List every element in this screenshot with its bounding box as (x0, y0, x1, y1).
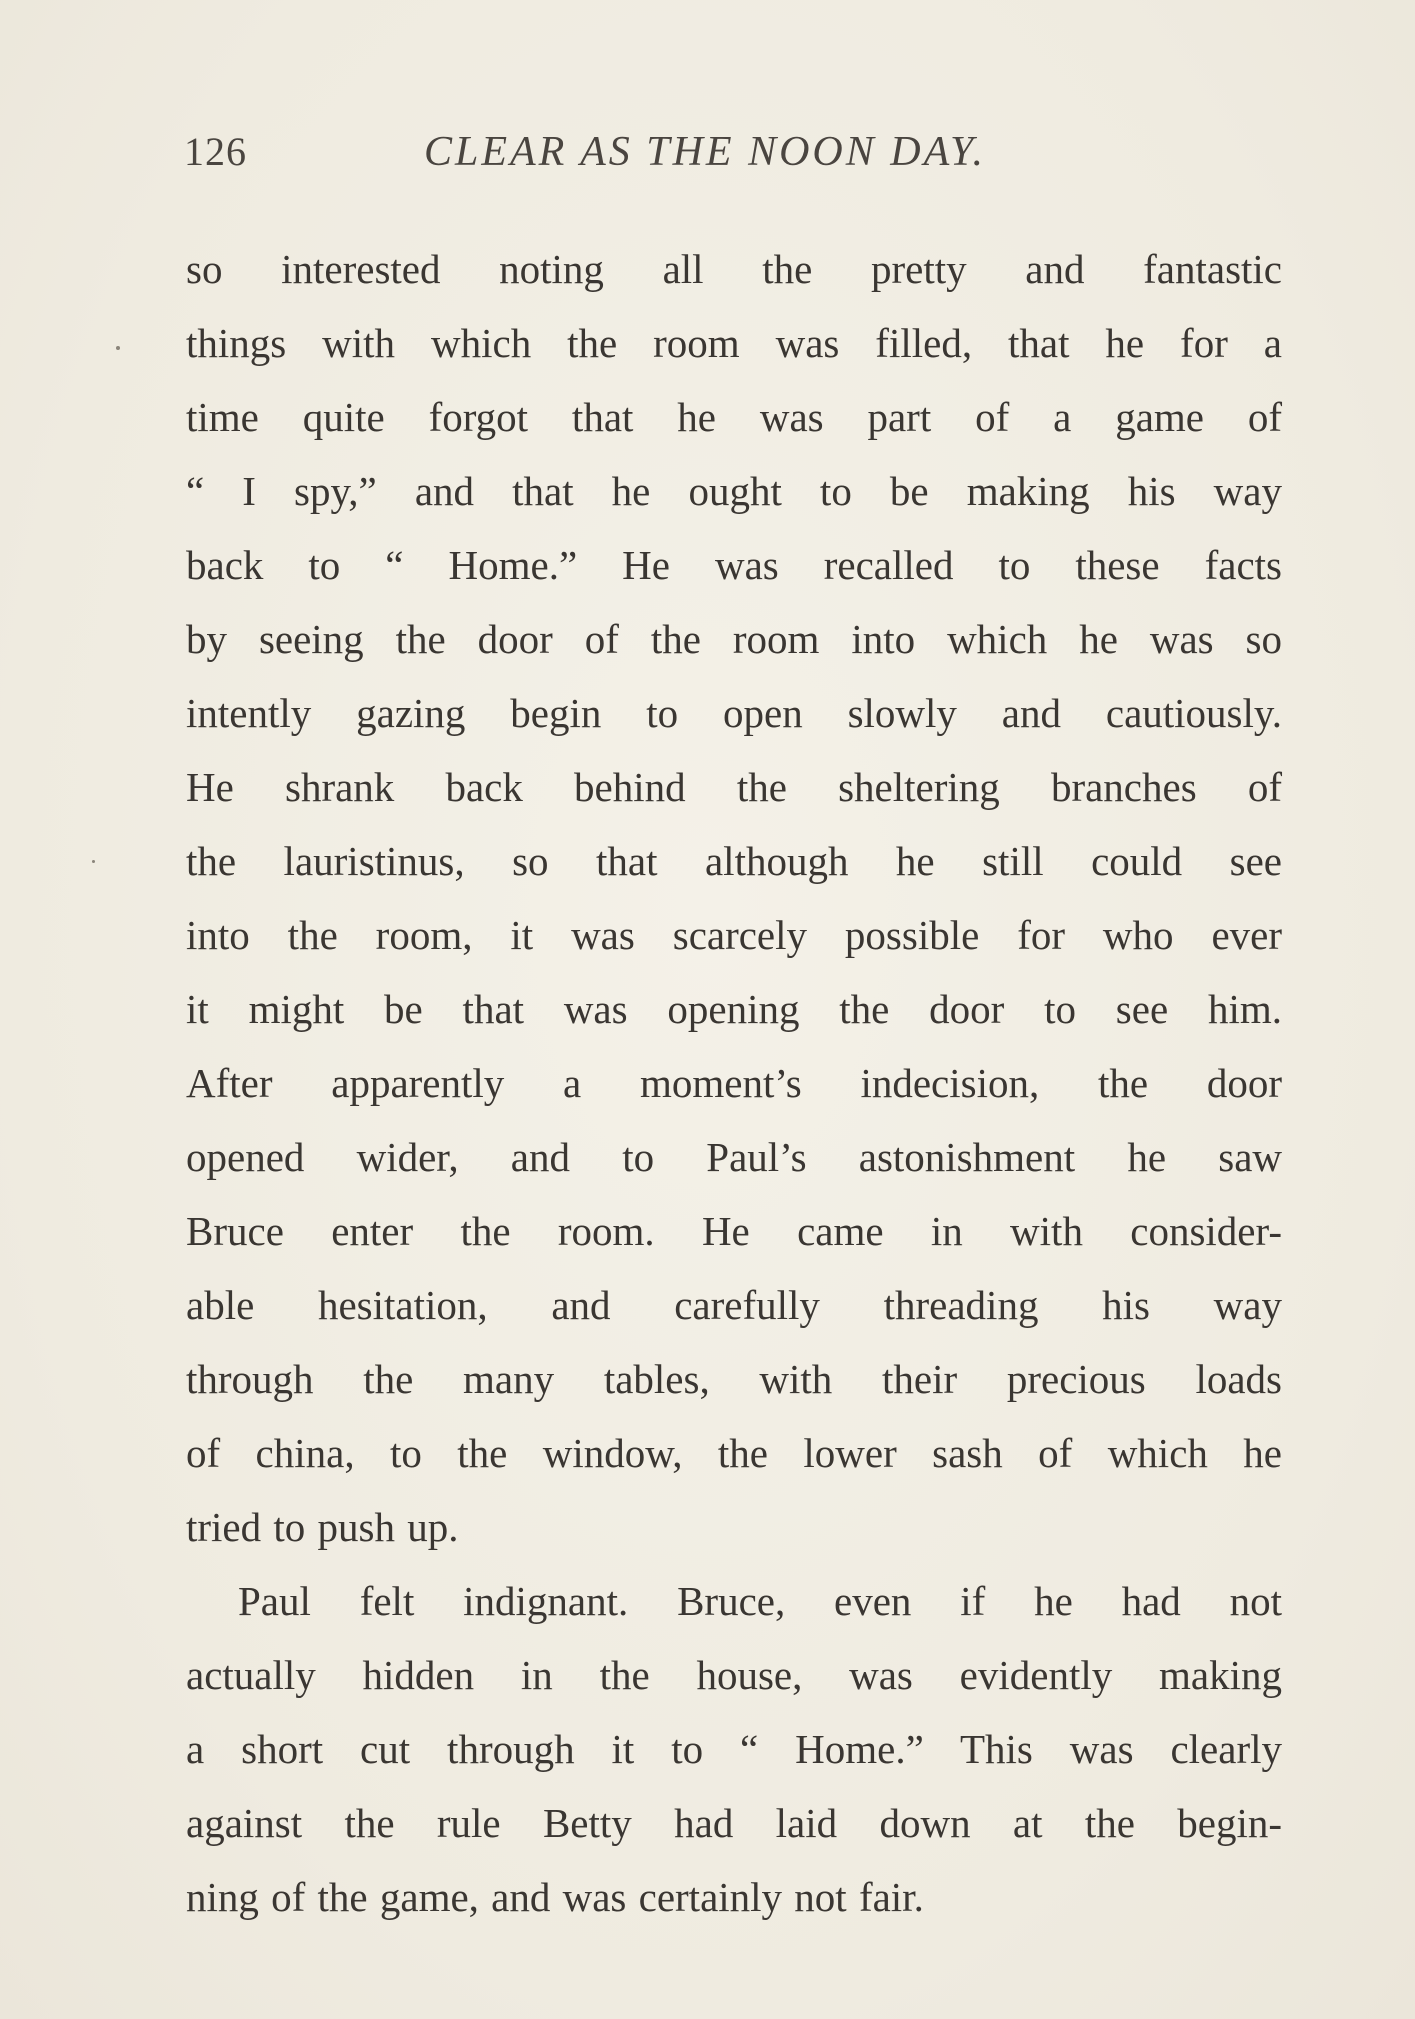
text-line: Bruce enter the room. He came in with consider- (186, 1208, 1282, 1254)
running-title: CLEAR AS THE NOON DAY. (424, 129, 986, 175)
text-line: by seeing the door of the room into which he was so (186, 616, 1282, 662)
text-line: tried to push up. (186, 1504, 459, 1550)
text-line: through the many tables, with their precious loads (186, 1356, 1282, 1402)
text-line: things with which the room was filled, that he for a (186, 320, 1282, 366)
body-text (186, 232, 1282, 1934)
text-line: it might be that was opening the door to see him. (186, 986, 1282, 1032)
text-line: into the room, it was scarcely possible for who ever (186, 912, 1282, 958)
text-line: against the rule Betty had laid down at the begin- (186, 1800, 1282, 1846)
text-line: a short cut through it to “ Home.” This was clearly (186, 1726, 1282, 1772)
page-speck (116, 346, 120, 350)
text-line: of china, to the window, the lower sash of which he (186, 1430, 1282, 1476)
text-line: Paul felt indignant. Bruce, even if he had not (238, 1578, 1282, 1624)
text-line: ning of the game, and was certainly not fair. (186, 1874, 924, 1920)
text-line: intently gazing begin to open slowly and cautiously. (186, 690, 1282, 736)
text-line: time quite forgot that he was part of a game of (186, 394, 1282, 440)
text-line: opened wider, and to Paul’s astonishment he saw (186, 1134, 1282, 1180)
text-line: He shrank back behind the sheltering branches of (186, 764, 1282, 810)
text-line: “ I spy,” and that he ought to be making his way (186, 468, 1282, 514)
page-number: 126 (184, 129, 247, 174)
paragraph-1 (186, 232, 1282, 1564)
text-line: back to “ Home.” He was recalled to these facts (186, 542, 1282, 588)
text-line: the lauristinus, so that although he still could see (186, 838, 1282, 884)
text-line: actually hidden in the house, was evidently making (186, 1652, 1282, 1698)
page-speck (92, 860, 95, 863)
text-line: After apparently a moment’s indecision, the door (186, 1060, 1282, 1106)
text-line: able hesitation, and carefully threading his way (186, 1282, 1282, 1328)
running-header (184, 128, 1284, 188)
paragraph-2 (186, 1564, 1282, 1934)
text-line: so interested noting all the pretty and fantastic (186, 246, 1282, 292)
